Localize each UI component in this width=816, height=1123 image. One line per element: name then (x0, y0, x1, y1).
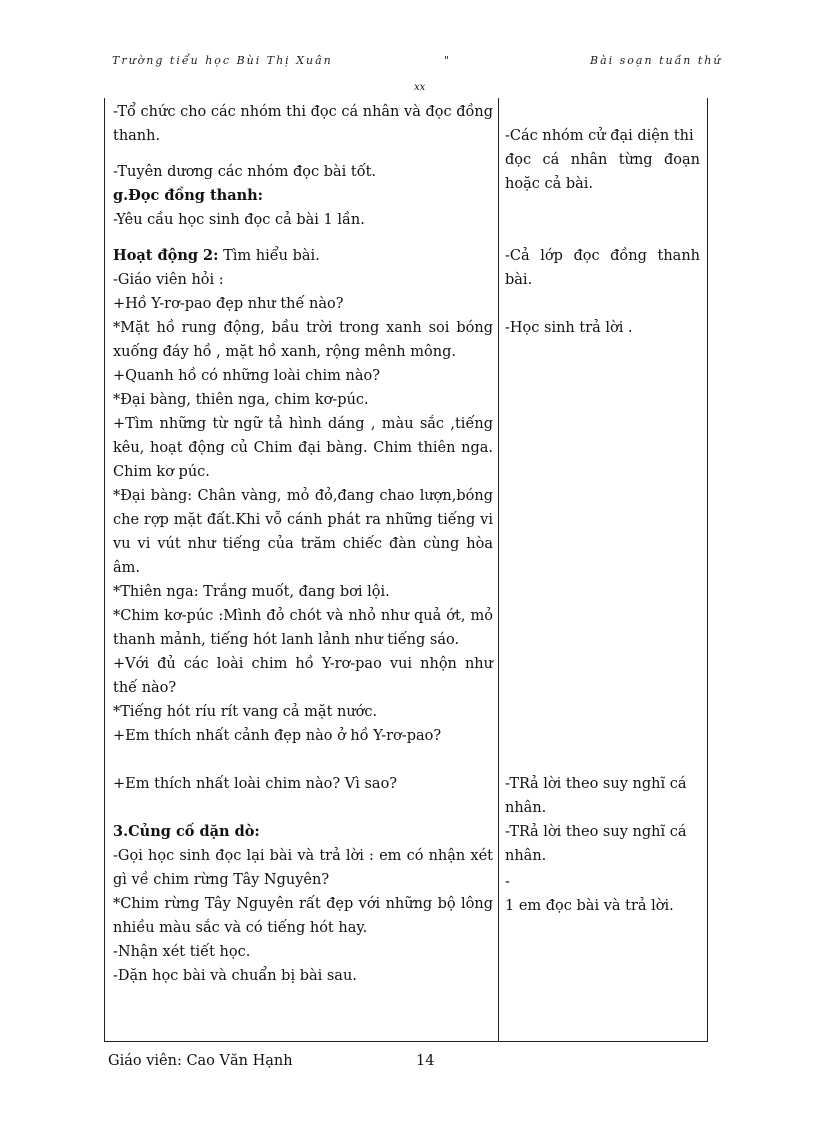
text-line: *Mặt hồ rung động, bầu trời trong xanh soi bóng (113, 320, 493, 336)
text-line: -Cả lớp đọc đồng thanh (505, 248, 700, 264)
text-line: -Các nhóm cử đại diện thi (505, 128, 694, 144)
column-divider (498, 98, 499, 1041)
text-line: vu vi vút như tiếng của trăm chiếc đàn cùng hòa (113, 536, 493, 552)
text-line: bài. (505, 272, 533, 288)
text-line: -Yêu cầu học sinh đọc cả bài 1 lần. (113, 212, 365, 228)
text-line: 1 em đọc bài và trả lời. (505, 898, 674, 914)
page-number: 14 (416, 1053, 435, 1069)
student-activities-column (505, 100, 700, 918)
text-line: +Em thích nhất cảnh đẹp nào ở hồ Y-rơ-pao? (113, 728, 442, 744)
activity-title: Tìm hiểu bài. (218, 248, 320, 264)
text-line: +Hồ Y-rơ-pao đẹp như thế nào? (113, 296, 344, 312)
text-line: nhân. (505, 848, 547, 864)
text-line: -Gọi học sinh đọc lại bài và trả lời : em có nhận xét (113, 848, 493, 864)
text-line: *Đại bàng, thiên nga, chim kơ-púc. (113, 392, 369, 408)
teacher-activities-column (113, 100, 493, 988)
text-line: - (505, 874, 510, 890)
text-line: xuống đáy hồ , mặt hồ xanh, rộng mênh mông. (113, 344, 456, 360)
section-heading: g.Đọc đồng thanh: (113, 187, 264, 204)
text-line: Chim kơ púc. (113, 464, 210, 480)
header-school: Trường tiểu học Bùi Thị Xuân (112, 54, 333, 67)
text-line: -Nhận xét tiết học. (113, 944, 251, 960)
text-line: gì về chim rừng Tây Nguyên? (113, 872, 330, 888)
header-week-number: xx (414, 82, 426, 93)
text-line: -Tổ chức cho các nhóm thi đọc cá nhân và đọc đồng (113, 104, 493, 120)
text-line: *Chim rừng Tây Nguyên rất đẹp với những bộ lông (113, 896, 493, 912)
text-line: +Quanh hồ có những loài chim nào? (113, 368, 381, 384)
text-line: thanh. (113, 128, 161, 144)
text-line: *Đại bàng: Chân vàng, mỏ đỏ,đang chao lượn,bóng (113, 488, 493, 504)
text-line: hoặc cả bài. (505, 176, 593, 192)
text-line: -TRả lời theo suy nghĩ cá (505, 824, 687, 840)
activity-label: Hoạt động 2: (113, 247, 219, 264)
lesson-table (104, 98, 708, 1042)
text-line: -TRả lời theo suy nghĩ cá (505, 776, 687, 792)
text-line: +Với đủ các loài chim hồ Y-rơ-pao vui nhộn như (113, 656, 493, 672)
activity-heading (113, 244, 493, 268)
text-line: che rợp mặt đất.Khi vỗ cánh phát ra những tiếng vi (113, 512, 493, 528)
section-heading: 3.Củng cố dặn dò: (113, 823, 260, 840)
text-line: -Dặn học bài và chuẩn bị bài sau. (113, 968, 357, 984)
text-line: nhân. (505, 800, 547, 816)
text-line: *Thiên nga: Trắng muốt, đang bơi lội. (113, 584, 390, 600)
text-line: nhiều màu sắc và có tiếng hót hay. (113, 920, 368, 936)
text-line: +Em thích nhất loài chim nào? Vì sao? (113, 776, 398, 792)
text-line: +Tìm những từ ngữ tả hình dáng , màu sắc ,tiếng (113, 416, 493, 432)
footer-teacher: Giáo viên: Cao Văn Hạnh (108, 1053, 293, 1069)
header-lesson-week: Bài soạn tuần thứ (590, 54, 723, 67)
text-line: *Tiếng hót ríu rít vang cả mặt nước. (113, 704, 378, 720)
text-line: thế nào? (113, 680, 177, 696)
text-line: âm. (113, 560, 141, 576)
text-line: đọc cá nhân từng đoạn (505, 152, 700, 168)
text-line: -Tuyên dương các nhóm đọc bài tốt. (113, 164, 377, 180)
text-line: -Giáo viên hỏi : (113, 272, 224, 288)
text-line: *Chim kơ-púc :Mình đỏ chót và nhỏ như quả ớt, mỏ (113, 608, 493, 624)
text-line: thanh mảnh, tiếng hót lanh lảnh như tiếng sáo. (113, 632, 460, 648)
text-line: kêu, hoạt động củ Chim đại bàng. Chim thiên nga. (113, 440, 493, 456)
header-mark: " (444, 54, 450, 67)
text-line: -Học sinh trả lời . (505, 320, 633, 336)
